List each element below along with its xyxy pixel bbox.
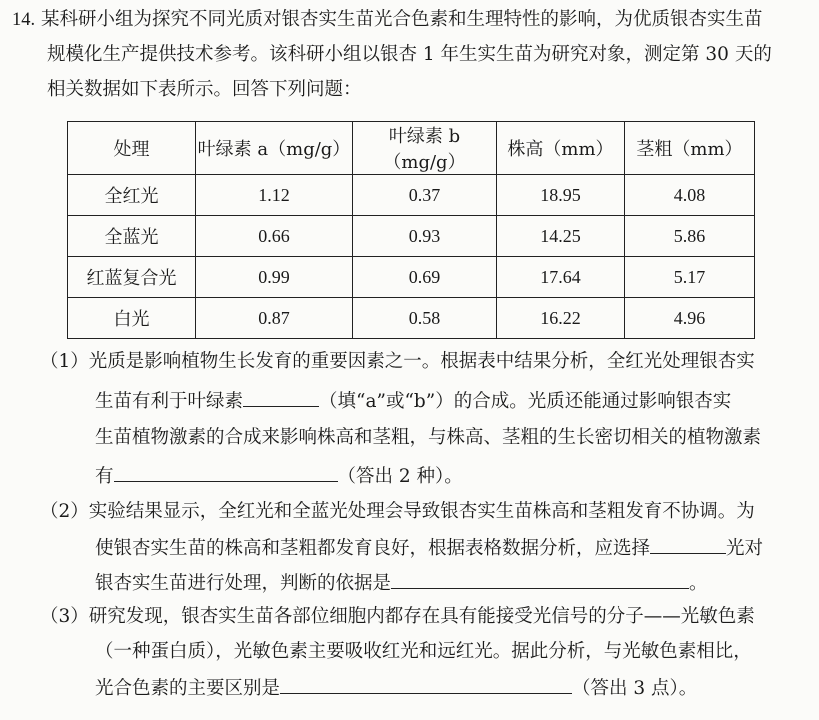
q3-answer-blank[interactable]: [280, 675, 572, 694]
q3-label: （3）: [40, 606, 89, 627]
q1-label: （1）: [40, 351, 89, 372]
q1-answer-blank-2[interactable]: [114, 463, 338, 482]
q3-text-3a: 光合色素的主要区别是: [95, 678, 281, 699]
table-cell: 18.95: [497, 175, 625, 216]
q2-text-3a: 银杏实生苗进行处理，判断的依据是: [95, 573, 392, 594]
q1-answer-blank-1[interactable]: [243, 388, 319, 407]
question-number: 14.: [12, 10, 36, 30]
table-header-cell: 株高（mm）: [497, 122, 625, 175]
table-row: [68, 175, 755, 216]
q1-line-1: [40, 350, 755, 374]
table-cell: 0.99: [196, 257, 353, 298]
question-14-intro-line-1: [12, 8, 763, 32]
q1-text-4b: （答出 2 种）。: [337, 466, 463, 487]
table-cell: 0.66: [196, 216, 353, 257]
question-14-intro-line-2: 规模化生产提供技术参考。该科研小组以银杏 1 年生实生苗为研究对象，测定第 30 天的: [47, 44, 772, 65]
table-cell: 红蓝复合光: [68, 257, 196, 298]
table-cell: 白光: [68, 298, 196, 339]
q1-line-4: [95, 463, 463, 489]
q2-text-3b: 。: [689, 573, 708, 594]
intro-text-1: 某科研小组为探究不同光质对银杏实生苗光合色素和生理特性的影响，为优质银杏实生苗: [41, 9, 763, 30]
table-header-row: [68, 122, 755, 175]
q1-text-4a: 有: [95, 466, 114, 487]
q3-text-3b: （答出 3 点）。: [572, 678, 698, 699]
table-cell: 1.12: [196, 175, 353, 216]
q2-text-2a: 使银杏实生苗的株高和茎粗都发育良好，根据表格数据分析，应选择: [95, 538, 651, 559]
table-row: [68, 298, 755, 339]
table-header-cell: 叶绿素 a（mg/g）: [196, 122, 353, 175]
q2-line-3: [95, 570, 708, 596]
q2-text-2b: 光对: [726, 538, 764, 559]
q1-text-2b: （填“a”或“b”）的合成。光质还能通过影响银杏实: [319, 391, 732, 412]
table-cell: 4.08: [625, 175, 755, 216]
q3-line-2: （一种蛋白质），光敏色素主要吸收红光和远红光。据此分析，与光敏色素相比，: [95, 641, 752, 662]
q3-line-3: [95, 675, 697, 701]
table-cell: 0.87: [196, 298, 353, 339]
table-cell: 0.69: [353, 257, 497, 298]
table-header-cell: 处理: [68, 122, 196, 175]
table-cell: 14.25: [497, 216, 625, 257]
table-cell: 16.22: [497, 298, 625, 339]
table-cell: 0.58: [353, 298, 497, 339]
q2-label: （2）: [40, 501, 89, 522]
q3-text-1: 研究发现，银杏实生苗各部位细胞内都存在具有能接受光信号的分子——光敏色素: [88, 606, 755, 627]
table-cell: 全红光: [68, 175, 196, 216]
table-cell: 全蓝光: [68, 216, 196, 257]
table-row: [68, 257, 755, 298]
q1-text-2a: 生苗有利于叶绿素: [95, 391, 244, 412]
table-cell: 0.93: [353, 216, 497, 257]
q1-line-2: [95, 388, 731, 414]
q1-line-3: 生苗植物激素的合成来影响株高和茎粗，与株高、茎粗的生长密切相关的植物激素: [95, 427, 762, 448]
table-cell: 5.17: [625, 257, 755, 298]
q1-text-1: 光质是影响植物生长发育的重要因素之一。根据表中结果分析，全红光处理银杏实: [88, 351, 755, 372]
q2-line-1: [40, 500, 755, 524]
data-table: [67, 121, 755, 339]
table-cell: 5.86: [625, 216, 755, 257]
table-cell: 4.96: [625, 298, 755, 339]
table-row: [68, 216, 755, 257]
table-cell: 0.37: [353, 175, 497, 216]
question-14-intro-line-3: 相关数据如下表所示。回答下列问题：: [47, 79, 362, 100]
table-cell: 17.64: [497, 257, 625, 298]
q3-line-1: [40, 605, 755, 629]
q2-line-2: [95, 535, 763, 561]
table-header-cell: 叶绿素 b（mg/g）: [353, 122, 497, 175]
table-header-cell: 茎粗（mm）: [625, 122, 755, 175]
q2-text-1: 实验结果显示，全红光和全蓝光处理会导致银杏实生苗株高和茎粗发育不协调。为: [88, 501, 755, 522]
q2-answer-blank-2[interactable]: [391, 570, 689, 589]
q2-answer-blank-1[interactable]: [650, 535, 726, 554]
